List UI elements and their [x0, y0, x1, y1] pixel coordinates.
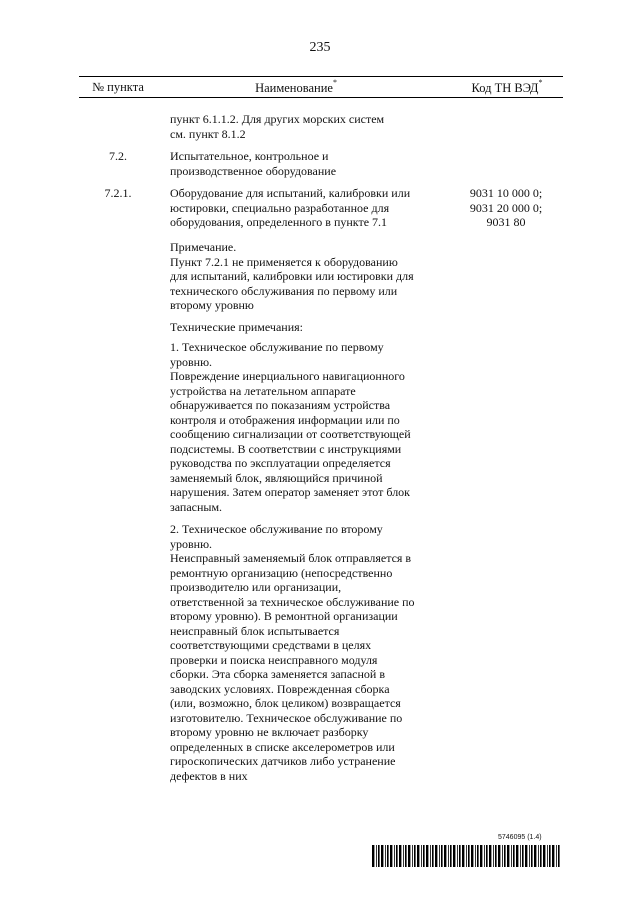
row-number: 7.2.	[109, 149, 127, 163]
table-header	[79, 76, 563, 98]
tech-note-2: 2. Техническое обслуживание по второму уровню. Неисправный заменяемый блок отправляется в ремонтную организацию (непосредственно производителю или организации, ответственной за техническое обслуживание по второму уровню). В ремонтной организации неисправный блок испытывается соответствующими средствами в целях проверки и поиска неисправного модуля сборки. Эта сборка заменяется запасной в заводских условиях. Поврежденная сборка (или, возможно, блок целиком) возвращается изготовителю. Техническое обслуживание по второму уровню не включает разборку определенных в списке акселерометров или гироскопических датчиков либо устранение дефектов в них	[170, 522, 415, 783]
row-code: 9031 10 000 0; 9031 20 000 0; 9031 80	[469, 186, 543, 229]
row-number: 7.2.1.	[104, 186, 132, 200]
header-number-column: № пункта	[92, 80, 144, 94]
tech-note-1: 1. Техническое обслуживание по первому уровню. Повреждение инерциального навигационного устройства на летательном аппарате обнаруживается по показаниям устройства контроля и отображения информации или по сообщению сигнализации от соответствующей подсистемы. В соответствии с инструкциями руководства по эксплуатации определяется заменяемый блок, являющийся причиной нарушения. Затем оператор заменяет этот блок запасным.	[170, 340, 411, 514]
document-code: 5746095 (1.4)	[498, 834, 542, 841]
row-name: Испытательное, контрольное и производственное оборудование	[170, 149, 337, 178]
continuation-text: пункт 6.1.1.2. Для других морских систем см. пункт 8.1.2	[170, 112, 385, 141]
page-number: 235	[309, 40, 331, 55]
header-code-asterisk: *	[538, 78, 543, 87]
header-name-column: Наименование*	[255, 78, 337, 96]
row-name: Оборудование для испытаний, калибровки или юстировки, специально разработанное для оборудования, определенного в пункте 7.1	[170, 186, 411, 229]
barcode	[372, 845, 560, 867]
note-text: Примечание. Пункт 7.2.1 не применяется к оборудованию для испытаний, калибровки или юстировки для технического обслуживания по первому или второму уровню	[170, 240, 414, 312]
tech-notes-title: Технические примечания:	[170, 320, 303, 334]
header-name-asterisk: *	[332, 78, 337, 87]
header-code-column: Код ТН ВЭД*	[471, 78, 543, 96]
